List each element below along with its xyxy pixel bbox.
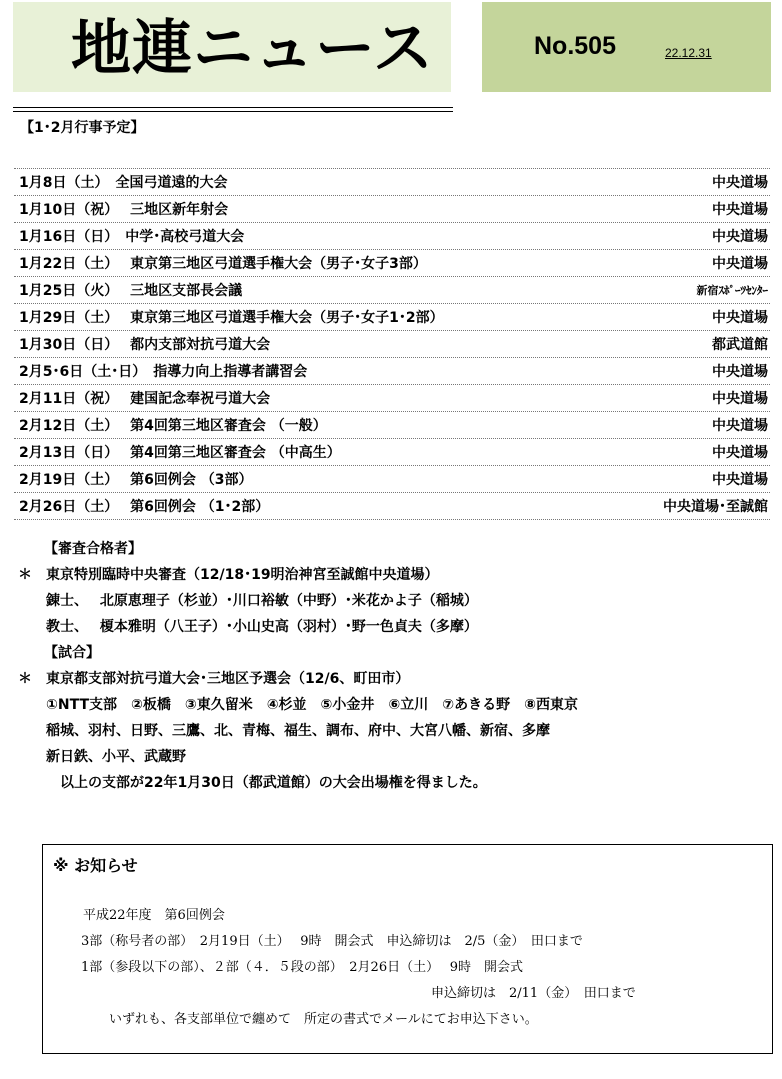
schedule-bottom-rule bbox=[14, 519, 770, 520]
issue-number: No.505 bbox=[534, 32, 616, 60]
exam-heading: 【審査合格者】 bbox=[44, 541, 142, 557]
event-text: 1月30日（日） 都内支部対抗弓道大会 bbox=[19, 337, 271, 353]
event-text: 1月22日（土） 東京第三地区弓道選手権大会（男子･女子3部） bbox=[19, 256, 427, 272]
schedule-heading: 【1･2月行事予定】 bbox=[20, 120, 145, 136]
schedule-row bbox=[14, 411, 770, 438]
schedule-row bbox=[14, 438, 770, 465]
exam-title: 東京特別臨時中央審査（12/18･19明治神宮至誠館中央道場） bbox=[46, 567, 439, 583]
schedule-row bbox=[14, 303, 770, 330]
other-branches-line: 稲城、羽村、日野、三鷹、北、青梅、福生、調布、府中、大宮八幡、新宿、多摩 bbox=[46, 723, 550, 739]
exam-title-line bbox=[18, 562, 578, 588]
event-text: 1月8日（土） 全国弓道遠的大会 bbox=[19, 175, 228, 191]
schedule-row bbox=[14, 276, 770, 303]
schedule-row bbox=[14, 195, 770, 222]
notice-line: 申込締切は 2/11（金） 田口まで bbox=[431, 986, 636, 1001]
schedule-row bbox=[14, 249, 770, 276]
notice-box bbox=[42, 844, 773, 1054]
title-banner bbox=[13, 2, 451, 92]
header-divider bbox=[13, 107, 453, 108]
kyoshi-line: 教士、 榎本雅明（八王子）･小山史高（羽村）･野一色貞夫（多摩） bbox=[46, 619, 478, 635]
venue-text: 中央道場 bbox=[712, 310, 768, 326]
venue-text: 中央道場 bbox=[712, 256, 768, 272]
qualified-line: 以上の支部が22年1月30日（都武道館）の大会出場権を得ました。 bbox=[60, 775, 487, 791]
bullet-mark: ＊ bbox=[18, 671, 32, 687]
renshi-line: 錬士、 北原恵理子（杉並）･川口裕敏（中野）･米花かよ子（稲城） bbox=[46, 593, 478, 609]
notice-line: 1部（参段以下の部）、２部（４．５段の部） 2月26日（土） 9時 開会式 bbox=[81, 960, 523, 975]
venue-text: 中央道場 bbox=[712, 472, 768, 488]
event-text: 2月5･6日（土･日） 指導力向上指導者講習会 bbox=[19, 364, 308, 380]
issue-date: 22.12.31 bbox=[665, 46, 712, 60]
ranking-line: ①NTT支部 ②板橋 ③東久留米 ④杉並 ⑤小金井 ⑥立川 ⑦あきる野 ⑧西東京 bbox=[46, 697, 578, 713]
venue-text: 中央道場･至誠館 bbox=[663, 499, 768, 515]
schedule-list bbox=[14, 168, 770, 520]
notice-title: ※ お知らせ bbox=[53, 856, 138, 875]
schedule-row bbox=[14, 465, 770, 492]
event-text: 2月26日（土） 第6回例会 （1･2部） bbox=[19, 499, 270, 515]
event-text: 2月12日（土） 第4回第三地区審査会 （一般） bbox=[19, 418, 327, 434]
venue-text: 中央道場 bbox=[712, 175, 768, 191]
venue-text: 中央道場 bbox=[712, 391, 768, 407]
match-heading: 【試合】 bbox=[44, 645, 100, 661]
notice-line: 3部（称号者の部） 2月19日（土） 9時 開会式 申込締切は 2/5（金） 田口まで bbox=[81, 934, 583, 949]
event-text: 2月11日（祝） 建国記念奉祝弓道大会 bbox=[19, 391, 271, 407]
venue-text: 新宿ｽﾎﾟｰﾂｾﾝﾀｰ bbox=[696, 284, 768, 297]
other-branches-line: 新日鉄、小平、武蔵野 bbox=[46, 749, 186, 765]
schedule-row bbox=[14, 330, 770, 357]
event-text: 2月13日（日） 第4回第三地区審査会 （中高生） bbox=[19, 445, 341, 461]
event-text: 1月16日（日） 中学･高校弓道大会 bbox=[19, 229, 245, 245]
venue-text: 中央道場 bbox=[712, 418, 768, 434]
venue-text: 中央道場 bbox=[712, 202, 768, 218]
notice-body bbox=[43, 903, 636, 1033]
venue-text: 中央道場 bbox=[712, 364, 768, 380]
notice-line: 平成22年度 第6回例会 bbox=[83, 908, 225, 923]
event-text: 1月29日（土） 東京第三地区弓道選手権大会（男子･女子1･2部） bbox=[19, 310, 444, 326]
schedule-row bbox=[14, 168, 770, 195]
header-divider bbox=[13, 111, 453, 112]
event-text: 1月25日（火） 三地区支部長会議 bbox=[19, 283, 243, 299]
results-section bbox=[18, 536, 578, 796]
bullet-mark: ＊ bbox=[18, 567, 32, 583]
venue-text: 都武道館 bbox=[712, 337, 768, 353]
match-title-line bbox=[18, 666, 578, 692]
event-text: 1月10日（祝） 三地区新年射会 bbox=[19, 202, 229, 218]
newsletter-title: 地連ニュース bbox=[71, 14, 434, 84]
schedule-row bbox=[14, 492, 770, 519]
venue-text: 中央道場 bbox=[712, 229, 768, 245]
venue-text: 中央道場 bbox=[712, 445, 768, 461]
schedule-row bbox=[14, 384, 770, 411]
match-title: 東京都支部対抗弓道大会･三地区予選会（12/6、町田市） bbox=[46, 671, 410, 687]
schedule-row bbox=[14, 357, 770, 384]
notice-line: いずれも、各支部単位で纏めて 所定の書式でメールにてお申込下さい。 bbox=[109, 1012, 538, 1027]
issue-banner bbox=[482, 2, 771, 92]
schedule-row bbox=[14, 222, 770, 249]
event-text: 2月19日（土） 第6回例会 （3部） bbox=[19, 472, 253, 488]
